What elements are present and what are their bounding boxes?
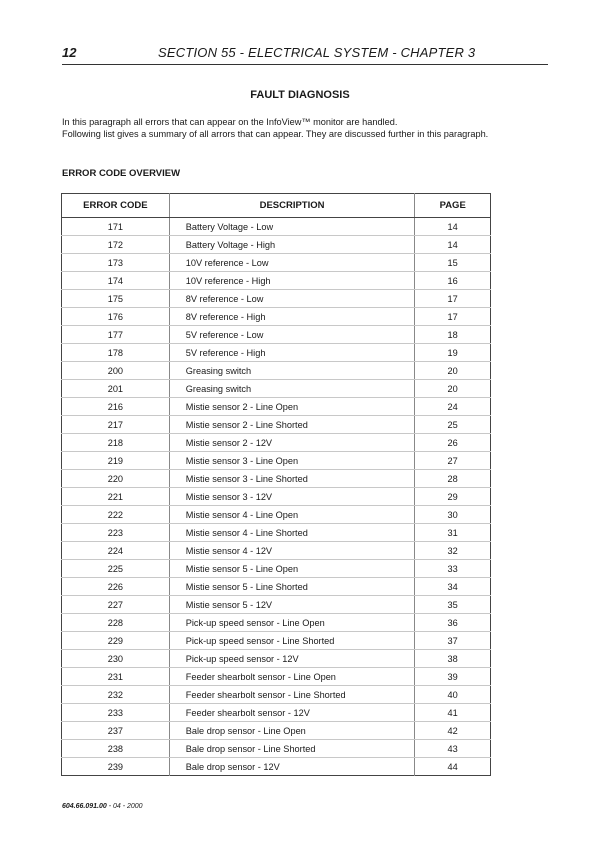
table-row xyxy=(62,308,491,326)
error-code-cell: 201 xyxy=(62,380,170,398)
page-cell: 38 xyxy=(415,650,491,668)
table-row xyxy=(62,344,491,362)
description-cell: Mistie sensor 5 - Line Open xyxy=(169,560,415,578)
page-cell: 43 xyxy=(415,740,491,758)
page-cell: 17 xyxy=(415,290,491,308)
table-row xyxy=(62,434,491,452)
error-code-cell: 216 xyxy=(62,398,170,416)
description-cell: Pick-up speed sensor - Line Shorted xyxy=(169,632,415,650)
page-cell: 15 xyxy=(415,254,491,272)
page-cell: 16 xyxy=(415,272,491,290)
page-cell: 25 xyxy=(415,416,491,434)
description-cell: Mistie sensor 5 - 12V xyxy=(169,596,415,614)
table-row xyxy=(62,290,491,308)
table-header-row xyxy=(62,194,491,218)
table-row xyxy=(62,668,491,686)
description-cell: Pick-up speed sensor - 12V xyxy=(169,650,415,668)
error-code-cell: 217 xyxy=(62,416,170,434)
description-cell: Mistie sensor 4 - Line Open xyxy=(169,506,415,524)
table-row xyxy=(62,542,491,560)
description-cell: Mistie sensor 4 - 12V xyxy=(169,542,415,560)
page-cell: 31 xyxy=(415,524,491,542)
description-cell: Feeder shearbolt sensor - 12V xyxy=(169,704,415,722)
error-code-cell: 239 xyxy=(107,761,124,772)
page-cell: 32 xyxy=(415,542,491,560)
page-cell: 24 xyxy=(415,398,491,416)
header-page: PAGE xyxy=(415,194,491,218)
error-code-cell: 176 xyxy=(62,308,170,326)
error-code-cell: 225 xyxy=(62,560,170,578)
error-code-cell: 224 xyxy=(62,542,170,560)
header-description: DESCRIPTION xyxy=(169,194,415,218)
page-cell: 36 xyxy=(415,614,491,632)
section-title: SECTION 55 - ELECTRICAL SYSTEM - CHAPTER 3 xyxy=(158,45,476,60)
part-number: 604.66.091.00 xyxy=(62,803,107,810)
table-row xyxy=(62,272,491,290)
description-cell: Bale drop sensor - Line Open xyxy=(169,722,415,740)
page-cell: 39 xyxy=(415,668,491,686)
page-cell: 27 xyxy=(415,452,491,470)
page-cell: 29 xyxy=(415,488,491,506)
page-cell: 20 xyxy=(415,362,491,380)
page-cell: 14 xyxy=(415,218,491,236)
page-cell: 18 xyxy=(415,326,491,344)
table-row xyxy=(62,614,491,632)
table-row xyxy=(62,524,491,542)
intro-line-1: In this paragraph all errors that can appear on the InfoView™ monitor are handled. xyxy=(62,117,398,127)
intro-paragraph xyxy=(62,116,542,140)
description-cell: Bale drop sensor - 12V xyxy=(169,758,415,776)
description-cell: Greasing switch xyxy=(169,380,415,398)
error-code-cell: 223 xyxy=(62,524,170,542)
footer xyxy=(62,803,143,810)
description-cell: Greasing switch xyxy=(169,362,415,380)
table-row xyxy=(62,488,491,506)
error-code-cell: 238 xyxy=(62,740,170,758)
table-row xyxy=(62,560,491,578)
table-row xyxy=(62,740,491,758)
table-row xyxy=(62,380,491,398)
page-cell: 14 xyxy=(415,236,491,254)
error-code-cell: 229 xyxy=(62,632,170,650)
table-row xyxy=(62,506,491,524)
error-code-cell: 228 xyxy=(62,614,170,632)
description-cell: Battery Voltage - High xyxy=(169,236,415,254)
error-code-cell: 231 xyxy=(62,668,170,686)
header-error-code: ERROR CODE xyxy=(62,194,170,218)
table-row xyxy=(62,632,491,650)
error-code-table xyxy=(61,193,491,776)
error-code-cell: 230 xyxy=(62,650,170,668)
error-code-cell: 218 xyxy=(62,434,170,452)
error-code-cell: 200 xyxy=(62,362,170,380)
table-row xyxy=(62,398,491,416)
table-row xyxy=(62,362,491,380)
table-row xyxy=(62,326,491,344)
description-cell: Feeder shearbolt sensor - Line Open xyxy=(169,668,415,686)
description-cell: 5V reference - High xyxy=(169,344,415,362)
page-cell: 17 xyxy=(415,308,491,326)
table-row xyxy=(62,578,491,596)
description-cell: Pick-up speed sensor - Line Open xyxy=(169,614,415,632)
table-row xyxy=(62,416,491,434)
description-cell: Mistie sensor 3 - Line Shorted xyxy=(169,470,415,488)
error-code-cell: 227 xyxy=(62,596,170,614)
description-cell: 8V reference - Low xyxy=(169,290,415,308)
table-row xyxy=(62,686,491,704)
table-row xyxy=(62,722,491,740)
error-code-cell: 226 xyxy=(62,578,170,596)
footer-date: - 04 - 2000 xyxy=(106,803,143,810)
description-cell: Mistie sensor 4 - Line Shorted xyxy=(169,524,415,542)
overview-heading: ERROR CODE OVERVIEW xyxy=(62,168,181,179)
table-row xyxy=(62,236,491,254)
description-cell: Mistie sensor 3 - Line Open xyxy=(169,452,415,470)
description-cell: 10V reference - Low xyxy=(169,254,415,272)
description-cell: 5V reference - Low xyxy=(169,326,415,344)
description-cell: 8V reference - High xyxy=(169,308,415,326)
page-cell: 37 xyxy=(415,632,491,650)
error-code-cell: 233 xyxy=(62,704,170,722)
description-cell: Mistie sensor 5 - Line Shorted xyxy=(169,578,415,596)
error-code-cell: 177 xyxy=(62,326,170,344)
description-cell: Bale drop sensor - Line Shorted xyxy=(169,740,415,758)
page-cell: 42 xyxy=(415,722,491,740)
error-code-cell: 172 xyxy=(62,236,170,254)
error-code-cell: 173 xyxy=(62,254,170,272)
page-number: 12 xyxy=(62,45,77,60)
table-row xyxy=(62,452,491,470)
table-row xyxy=(62,470,491,488)
page-cell: 28 xyxy=(415,470,491,488)
page-cell: 34 xyxy=(415,578,491,596)
error-code-cell: 178 xyxy=(62,344,170,362)
page-cell: 35 xyxy=(415,596,491,614)
table-row xyxy=(62,758,491,776)
error-code-cell: 175 xyxy=(62,290,170,308)
page-cell: 44 xyxy=(415,758,491,776)
page-title: FAULT DIAGNOSIS xyxy=(250,89,350,101)
page-header xyxy=(62,44,548,65)
error-code-cell: 171 xyxy=(62,218,170,236)
page-cell: 40 xyxy=(415,686,491,704)
page-cell: 41 xyxy=(415,704,491,722)
error-code-cell: 222 xyxy=(62,506,170,524)
table-row xyxy=(62,704,491,722)
error-code-cell: 232 xyxy=(62,686,170,704)
error-code-cell: 237 xyxy=(62,722,170,740)
error-code-cell: 219 xyxy=(62,452,170,470)
page-cell: 30 xyxy=(415,506,491,524)
page-cell: 19 xyxy=(415,344,491,362)
page-cell: 33 xyxy=(415,560,491,578)
description-cell: Mistie sensor 2 - 12V xyxy=(169,434,415,452)
table-row xyxy=(62,650,491,668)
description-cell: Mistie sensor 3 - 12V xyxy=(169,488,415,506)
description-cell: Feeder shearbolt sensor - Line Shorted xyxy=(169,686,415,704)
table-row xyxy=(62,596,491,614)
table-row xyxy=(62,254,491,272)
error-code-cell: 221 xyxy=(62,488,170,506)
description-cell: 10V reference - High xyxy=(169,272,415,290)
page-cell: 26 xyxy=(415,434,491,452)
description-cell: Battery Voltage - Low xyxy=(169,218,415,236)
error-code-cell: 174 xyxy=(62,272,170,290)
description-cell: Mistie sensor 2 - Line Shorted xyxy=(169,416,415,434)
table-row xyxy=(62,218,491,236)
error-code-cell: 220 xyxy=(62,470,170,488)
description-cell: Mistie sensor 2 - Line Open xyxy=(169,398,415,416)
intro-line-2: Following list gives a summary of all arrors that can appear. They are discussed further in this paragraph. xyxy=(62,129,489,139)
page-cell: 20 xyxy=(415,380,491,398)
